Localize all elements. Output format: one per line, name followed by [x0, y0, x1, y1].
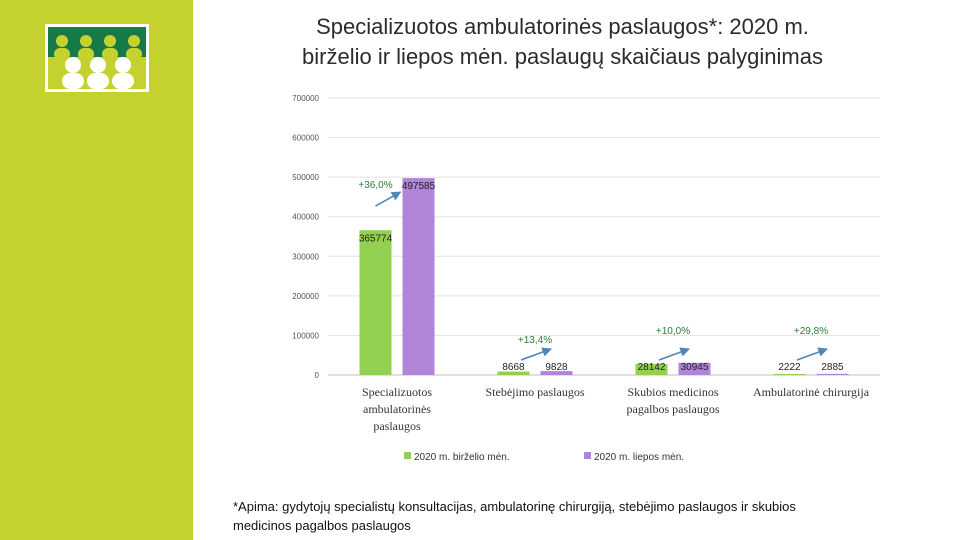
- bar: [360, 230, 392, 375]
- data-label: 28142: [637, 362, 666, 373]
- growth-arrow: [797, 349, 827, 360]
- y-tick-label: 300000: [292, 252, 319, 262]
- footnote-line-1: *Apima: gydytojų specialistų konsultacijas, ambulatorinę chirurgiją, stebėjimo paslaugos ir skubios: [233, 499, 796, 514]
- x-category-label: paslaugos: [373, 419, 421, 433]
- y-tick-label: 400000: [292, 212, 319, 222]
- x-category-label: Stebėjimo paslaugos: [485, 385, 585, 399]
- bar: [774, 374, 806, 375]
- bar: [817, 374, 849, 375]
- legend-swatch: [404, 452, 411, 459]
- footnote: [233, 497, 923, 535]
- chart-title-line-2: birželio ir liepos mėn. paslaugų skaičiaus palyginimas: [302, 44, 823, 69]
- x-category-label: Ambulatorinė chirurgija: [752, 385, 870, 399]
- y-tick-label: 100000: [292, 331, 319, 341]
- data-label: 497585: [401, 181, 436, 193]
- growth-label: +36,0%: [358, 180, 393, 192]
- x-category-label: Specializuotos: [362, 385, 432, 399]
- growth-arrow: [376, 192, 401, 206]
- x-category-label: pagalbos paslaugos: [626, 402, 720, 416]
- data-label: 2222: [778, 362, 801, 373]
- data-label: 8668: [502, 362, 525, 373]
- growth-arrow: [521, 349, 551, 360]
- legend-label: 2020 m. birželio mėn.: [414, 452, 510, 463]
- data-label: 2885: [821, 362, 844, 373]
- y-tick-label: 500000: [292, 173, 319, 183]
- legend-swatch: [584, 452, 591, 459]
- x-category-label: Skubios medicinos: [627, 385, 719, 399]
- legend-label: 2020 m. liepos mėn.: [594, 452, 685, 463]
- growth-label: +29,8%: [793, 326, 829, 337]
- data-label: 365774: [358, 233, 393, 245]
- y-tick-label: 200000: [292, 291, 319, 301]
- y-tick-label: 700000: [292, 94, 319, 103]
- data-label: 30945: [680, 362, 709, 373]
- y-tick-label: 600000: [292, 133, 319, 143]
- y-tick-label: 0: [314, 371, 319, 380]
- data-label: 9828: [545, 362, 568, 373]
- bar: [403, 178, 435, 375]
- growth-label: +10,0%: [655, 326, 691, 337]
- x-category-label: ambulatorinės: [363, 402, 431, 416]
- growth-label: +13,4%: [517, 335, 553, 346]
- footnote-line-2: medicinos pagalbos paslaugos: [233, 518, 411, 533]
- growth-arrow: [659, 349, 689, 360]
- chart-title-line-1: Specializuotos ambulatorinės paslaugos*: 2020 m.: [316, 14, 809, 39]
